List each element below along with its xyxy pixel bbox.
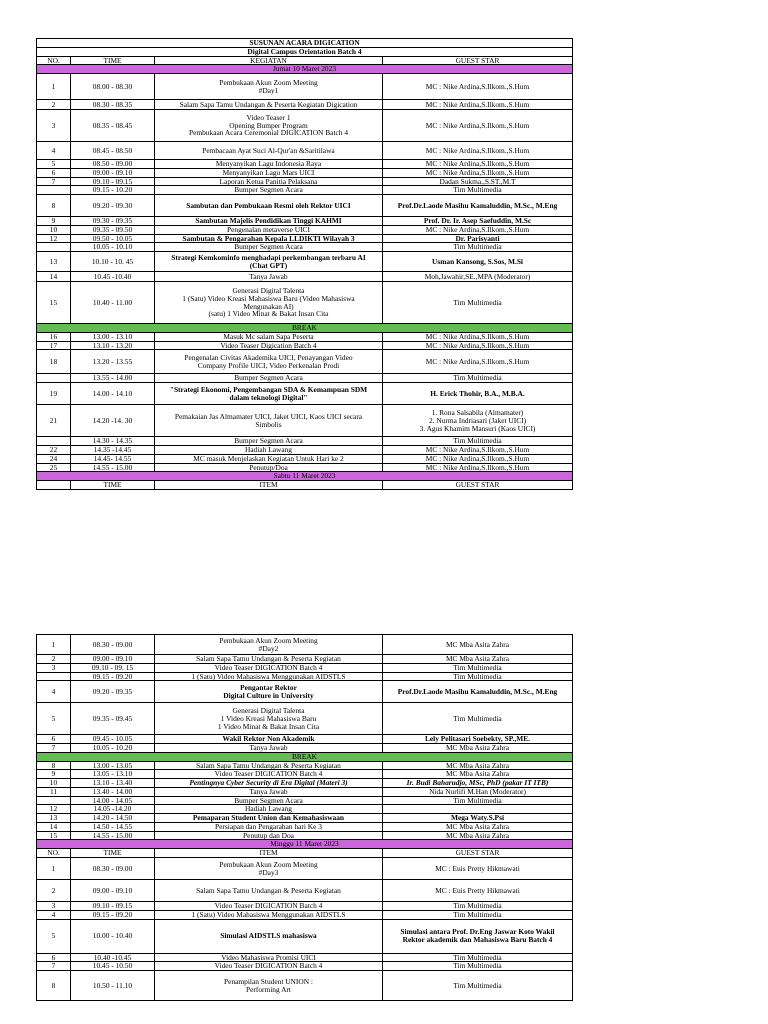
row-guest: MC : Nike Ardina,S.Ilkom.,S.Hum <box>383 168 573 177</box>
row-activity: Sambutan dan Pembukaan Resmi oleh Rektor UICI <box>155 195 383 217</box>
row-guest: Lely Pelitasari Soebekty, SP.,ME. <box>383 735 573 744</box>
schedule-row <box>37 405 573 437</box>
row-guest: Tim Multimedia <box>383 374 573 383</box>
row-activity: Generasi Digital Talenta 1 Video Kreasi Mahasiswa Baru 1 Video Minat & Bakat Insan Cita <box>155 703 383 735</box>
row-activity: Bumper Segmen Acara <box>155 186 383 195</box>
row-activity: Bumper Segmen Acara <box>155 796 383 805</box>
row-number <box>37 672 71 681</box>
row-guest: MC : Nike Ardina,S.Ilkom.,S.Hum <box>383 446 573 455</box>
row-activity: Sambutan Majelis Pendidikan Tinggi KAHMI <box>155 217 383 226</box>
row-activity: Bumper Segmen Acara <box>155 243 383 252</box>
row-time: 09.00 - 09.10 <box>71 880 155 902</box>
schedule-row <box>37 858 573 880</box>
row-number: 17 <box>37 341 71 350</box>
row-guest: MC : Nike Ardina,S.Ilkom.,S.Hum <box>383 142 573 160</box>
row-guest: MC : Nike Ardina,S.Ilkom.,S.Hum <box>383 100 573 110</box>
row-time: 14.30 - 14.35 <box>71 437 155 446</box>
schedule-row <box>37 655 573 664</box>
row-number: 7 <box>37 962 71 971</box>
row-activity: Pengenalan Civitas Akademika UICI, Penayangan Video Company Profile UICI, Video Perkenalan Prodi <box>155 350 383 374</box>
row-number: 6 <box>37 735 71 744</box>
row-number: 3 <box>37 902 71 911</box>
row-time: 13.55 - 14.00 <box>71 374 155 383</box>
row-guest: Usman Kansong, S.Sos, M.Si <box>383 252 573 272</box>
row-number: 5 <box>37 160 71 169</box>
row-time: 09.35 - 09.50 <box>71 225 155 234</box>
row-time: 08.30 - 09.00 <box>71 635 155 655</box>
schedule-row <box>37 160 573 169</box>
schedule-row <box>37 234 573 243</box>
row-number: 22 <box>37 446 71 455</box>
row-activity: Tanya Jawab <box>155 272 383 282</box>
row-number: 2 <box>37 880 71 902</box>
row-number: 21 <box>37 405 71 437</box>
row-time: 09.15 - 09.20 <box>71 672 155 681</box>
break-row <box>37 324 573 333</box>
row-guest: Prof.Dr.Laode Masihu Kamaluddin, M.Sc., M.Eng <box>383 681 573 703</box>
break-label: BREAK <box>37 752 573 761</box>
day-row-day1 <box>37 65 573 74</box>
row-time: 09.15 - 10.20 <box>71 186 155 195</box>
row-activity: Video Mahasiswa Promisi UICI <box>155 953 383 962</box>
row-time: 10.00 - 10.40 <box>71 919 155 953</box>
row-number: 14 <box>37 272 71 282</box>
row-number: 1 <box>37 635 71 655</box>
row-number <box>37 796 71 805</box>
row-guest <box>383 805 573 814</box>
row-guest: MC Mba Asita Zahra <box>383 831 573 840</box>
row-number: 5 <box>37 703 71 735</box>
schedule-row <box>37 910 573 919</box>
row-time: 09.50 - 10.05 <box>71 234 155 243</box>
schedule-row <box>37 110 573 142</box>
row-time: 08.30 - 08.35 <box>71 100 155 110</box>
day-label: Minggu 11 Maret 2023 <box>37 840 573 849</box>
row-guest: MC Mba Asita Zahra <box>383 822 573 831</box>
row-guest: MC Mba Asita Zahra <box>383 655 573 664</box>
row-time: 08.50 - 09.00 <box>71 160 155 169</box>
schedule-row <box>37 831 573 840</box>
row-time: 13.05 - 13.10 <box>71 770 155 779</box>
row-number: 10 <box>37 225 71 234</box>
schedule-row <box>37 663 573 672</box>
schedule-row <box>37 374 573 383</box>
row-guest: Tim Multimedia <box>383 672 573 681</box>
row-time: 10.45 -10.40 <box>71 272 155 282</box>
day-row-day2 <box>37 472 573 481</box>
header-row-day2 <box>37 481 573 490</box>
schedule-row <box>37 446 573 455</box>
row-time: 09.30 - 09.35 <box>71 217 155 226</box>
row-activity: MC masuk Menjelaskan Kegiatan Untuk Hari ke 2 <box>155 454 383 463</box>
row-number: 16 <box>37 332 71 341</box>
row-guest: Tim Multimedia <box>383 902 573 911</box>
row-activity: Video Teaser Digication Batch 4 <box>155 341 383 350</box>
row-activity: Pembukaan Akun Zoom Meeting #Day1 <box>155 74 383 100</box>
row-activity: Video Teaser 1 Opening Bumper Program Pembukaan Acara Ceremonial DIGICATION Batch 4 <box>155 110 383 142</box>
row-time: 10.05 - 10.10 <box>71 243 155 252</box>
day-label: Sabtu 11 Maret 2023 <box>37 472 573 481</box>
schedule-row <box>37 744 573 753</box>
row-guest: Tim Multimedia <box>383 953 573 962</box>
row-activity: Video Teaser DIGICATION Batch 4 <box>155 770 383 779</box>
row-activity: Generasi Digital Talenta 1 (Satu) Video Kreasi Mahasiswa Baru (Video Mahasiswa Mengunakan AI) (satu) 1 Video Minat & Bakat Insan Cita <box>155 282 383 324</box>
schedule-row <box>37 282 573 324</box>
row-time: 09.20 - 09.35 <box>71 681 155 703</box>
header-no: NO. <box>37 56 71 65</box>
row-number: 8 <box>37 761 71 770</box>
row-guest: MC : Nike Ardina,S.Ilkom.,S.Hum <box>383 332 573 341</box>
schedule-row <box>37 186 573 195</box>
schedule-row <box>37 761 573 770</box>
row-number: 18 <box>37 350 71 374</box>
row-number: 8 <box>37 971 71 1001</box>
row-number: 5 <box>37 919 71 953</box>
row-number: 13 <box>37 814 71 823</box>
row-time: 08.00 - 08.30 <box>71 74 155 100</box>
schedule-row <box>37 779 573 788</box>
break-row <box>37 752 573 761</box>
schedule-table-day1 <box>36 38 573 490</box>
row-time: 14.55 - 15.00 <box>71 463 155 472</box>
row-guest: Simulasi antara Prof. Dr.Eng Jaswar Koto Wakil Rektor akademik dan Mahasiswa Baru Batch 4 <box>383 919 573 953</box>
row-number: 25 <box>37 463 71 472</box>
row-time: 09.00 - 09.10 <box>71 168 155 177</box>
schedule-row <box>37 463 573 472</box>
row-guest: Tim Multimedia <box>383 663 573 672</box>
row-number: 14 <box>37 822 71 831</box>
schedule-row <box>37 350 573 374</box>
row-guest: MC : Nike Ardina,S.Ilkom.,S.Hum <box>383 350 573 374</box>
row-activity: Pemaparan Student Union dan Kemahasiswaan <box>155 814 383 823</box>
row-time: 13.40 - 14.00 <box>71 787 155 796</box>
row-guest: MC : Nike Ardina,S.Ilkom.,S.Hum <box>383 341 573 350</box>
row-time: 10.45 - 10.50 <box>71 962 155 971</box>
header-time: TIME <box>71 56 155 65</box>
row-activity: Tanya Jawab <box>155 787 383 796</box>
header-row-day3 <box>37 849 573 858</box>
schedule-row <box>37 142 573 160</box>
schedule-table-day2-day3 <box>36 634 573 1001</box>
row-guest: Nida Nurlifi M.Han (Moderator) <box>383 787 573 796</box>
row-guest: Moh,Jawahir,SE.,MPA (Moderator) <box>383 272 573 282</box>
schedule-row <box>37 703 573 735</box>
row-guest: Tim Multimedia <box>383 282 573 324</box>
subtitle-row <box>37 47 573 56</box>
row-guest: Dadan Sukma.,S.ST.,M.T <box>383 177 573 186</box>
row-guest: Tim Multimedia <box>383 962 573 971</box>
row-time: 10.40 - 11.00 <box>71 282 155 324</box>
row-number: 10 <box>37 779 71 788</box>
schedule-row <box>37 177 573 186</box>
row-activity: Strategi Kemkominfo menghadapi perkembangan terbaru AI (Chat GPT) <box>155 252 383 272</box>
row-guest: Dr. Parisyanti <box>383 234 573 243</box>
row-guest: MC : Euis Pretty Hikmawati <box>383 858 573 880</box>
row-time: 10.05 - 10.20 <box>71 744 155 753</box>
row-number: 1 <box>37 74 71 100</box>
row-activity: Pembukaan Akun Zoom Meeting #Day2 <box>155 635 383 655</box>
row-activity: "Strategi Ekonomi, Pengembangan SDA & Kemampuan SDM dalam teknologi Digital" <box>155 383 383 405</box>
row-activity: Bumper Segmen Acara <box>155 437 383 446</box>
row-guest: Tim Multimedia <box>383 971 573 1001</box>
schedule-row <box>37 902 573 911</box>
schedule-row <box>37 971 573 1001</box>
row-time: 14.50 - 14.55 <box>71 822 155 831</box>
header-time: TIME <box>71 481 155 490</box>
row-number: 8 <box>37 195 71 217</box>
row-activity: Salam Sapa Tamu Undangan & Peserta Kegiatan <box>155 761 383 770</box>
row-number: 15 <box>37 831 71 840</box>
row-guest: MC : Nike Ardina,S.Ilkom.,S.Hum <box>383 463 573 472</box>
row-guest: MC : Nike Ardina,S.Ilkom.,S.Hum <box>383 160 573 169</box>
header-no: NO. <box>37 849 71 858</box>
row-activity: Video Teaser DIGICATION Batch 4 <box>155 902 383 911</box>
row-time: 10.50 - 11.10 <box>71 971 155 1001</box>
row-guest: Tim Multimedia <box>383 437 573 446</box>
row-activity: Menyanyikan Lagu Indonesia Raya <box>155 160 383 169</box>
row-number: 1 <box>37 858 71 880</box>
row-number: 2 <box>37 655 71 664</box>
row-number: 6 <box>37 168 71 177</box>
row-activity: Hadiah Lawang <box>155 446 383 455</box>
schedule-row <box>37 735 573 744</box>
row-time: 14.55 - 15.00 <box>71 831 155 840</box>
row-activity: Bumper Segmen Acara <box>155 374 383 383</box>
header-activity: KEGIATAN <box>155 56 383 65</box>
schedule-row <box>37 272 573 282</box>
row-number: 19 <box>37 383 71 405</box>
row-guest: H. Erick Thohir, B.A., M.B.A. <box>383 383 573 405</box>
row-number: 12 <box>37 805 71 814</box>
schedule-row <box>37 919 573 953</box>
row-activity: Masuk Mc salam Sapa Peserta <box>155 332 383 341</box>
row-time: 14.00 - 14.10 <box>71 383 155 405</box>
schedule-row <box>37 672 573 681</box>
schedule-row <box>37 962 573 971</box>
row-guest: 1. Rona Salsabila (Almamater) 2. Nurma Indriasari (Jaket UICI) 3. Agus Khamim Mansuri (Kaos UICI) <box>383 405 573 437</box>
row-activity: Penutup dan Doa <box>155 831 383 840</box>
schedule-row <box>37 635 573 655</box>
schedule-row <box>37 880 573 902</box>
row-activity: Salam Sapa Tamu Undangan & Peserta Kegiatan <box>155 655 383 664</box>
schedule-row <box>37 814 573 823</box>
row-number: 2 <box>37 100 71 110</box>
row-guest: Prof. Dr. Ir. Asep Saefuddin, M.Sc <box>383 217 573 226</box>
row-guest: MC : Nike Ardina,S.Ilkom.,S.Hum <box>383 454 573 463</box>
row-time: 13.10 - 13.20 <box>71 341 155 350</box>
row-guest: Tim Multimedia <box>383 910 573 919</box>
row-time: 08.35 - 08.45 <box>71 110 155 142</box>
row-number: 11 <box>37 787 71 796</box>
row-activity: Pengantar Rektor Digital Culture in University <box>155 681 383 703</box>
row-number: 12 <box>37 234 71 243</box>
header-guest: GUEST STAR <box>383 56 573 65</box>
row-time: 10.10 - 10. 45 <box>71 252 155 272</box>
row-activity: Pembukaan Akun Zoom Meeting #Day3 <box>155 858 383 880</box>
row-number: 9 <box>37 217 71 226</box>
schedule-row <box>37 243 573 252</box>
schedule-row <box>37 822 573 831</box>
schedule-row <box>37 168 573 177</box>
row-number: 6 <box>37 953 71 962</box>
row-guest: MC Mba Asita Zahra <box>383 761 573 770</box>
row-time: 09.35 - 09.45 <box>71 703 155 735</box>
header-row <box>37 56 573 65</box>
row-time: 14.45- 14.55 <box>71 454 155 463</box>
schedule-row <box>37 953 573 962</box>
row-guest: Prof.Dr.Laode Masihu Kamaluddin, M.Sc., M.Eng <box>383 195 573 217</box>
row-number: 4 <box>37 910 71 919</box>
row-activity: Video Teaser DIGICATION Batch 4 <box>155 962 383 971</box>
row-activity: Simulasi AIDSTLS mahasiswa <box>155 919 383 953</box>
header-time: TIME <box>71 849 155 858</box>
row-number: 3 <box>37 663 71 672</box>
schedule-row <box>37 437 573 446</box>
row-activity: Tanya Jawab <box>155 744 383 753</box>
schedule-row <box>37 217 573 226</box>
schedule-row <box>37 805 573 814</box>
row-guest: Tim Multimedia <box>383 796 573 805</box>
row-time: 13.10 - 13.40 <box>71 779 155 788</box>
row-time: 09.20 - 09.30 <box>71 195 155 217</box>
row-guest: Tim Multimedia <box>383 703 573 735</box>
row-activity: Penutup/Doa <box>155 463 383 472</box>
schedule-row <box>37 770 573 779</box>
schedule-row <box>37 796 573 805</box>
header-guest: GUEST STAR <box>383 481 573 490</box>
row-number: 3 <box>37 110 71 142</box>
break-label: BREAK <box>37 324 573 333</box>
row-time: 14.20 -14. 30 <box>71 405 155 437</box>
row-activity: Wakil Rektor Non Akademik <box>155 735 383 744</box>
row-time: 10.40 -10.45 <box>71 953 155 962</box>
row-guest: MC Mba Asita Zahra <box>383 744 573 753</box>
row-number: 15 <box>37 282 71 324</box>
day-label: Jumat 10 Maret 2023 <box>37 65 573 74</box>
header-no <box>37 481 71 490</box>
schedule-row <box>37 225 573 234</box>
document-title: SUSUNAN ACARA DIGICATION <box>37 39 573 48</box>
row-number: 7 <box>37 744 71 753</box>
row-number: 7 <box>37 177 71 186</box>
header-item: ITEM <box>155 481 383 490</box>
row-guest: MC : Nike Ardina,S.Ilkom.,S.Hum <box>383 110 573 142</box>
row-number: 4 <box>37 142 71 160</box>
schedule-row <box>37 195 573 217</box>
row-time: 09.00 - 09.10 <box>71 655 155 664</box>
day-row-day3 <box>37 840 573 849</box>
row-guest: MC Mba Asita Zahra <box>383 635 573 655</box>
row-number: 9 <box>37 770 71 779</box>
row-time: 08.45 - 08.50 <box>71 142 155 160</box>
schedule-row <box>37 332 573 341</box>
schedule-row <box>37 74 573 100</box>
row-guest: Tim Multimedia <box>383 243 573 252</box>
row-guest: Tim Multimedia <box>383 186 573 195</box>
row-number: 4 <box>37 681 71 703</box>
row-activity: Menyanyikan Lagu Mars UICI <box>155 168 383 177</box>
row-activity: Video Teaser DIGICATION Batch 4 <box>155 663 383 672</box>
row-activity: Salam Sapa Tamu Undangan & Peserta Kegiatan <box>155 880 383 902</box>
schedule-row <box>37 454 573 463</box>
row-activity: 1 (Satu) Video Mahasiswa Menggunakan AIDSTLS <box>155 910 383 919</box>
row-number: 13 <box>37 252 71 272</box>
header-guest: GUEST STAR <box>383 849 573 858</box>
schedule-row <box>37 383 573 405</box>
row-time: 09.10 - 09. 15 <box>71 663 155 672</box>
row-number <box>37 243 71 252</box>
row-activity: Pengenalan metaverse UICI <box>155 225 383 234</box>
row-activity: Persiapan dan Pengarahan hari Ke 3 <box>155 822 383 831</box>
row-time: 14.35 -14.45 <box>71 446 155 455</box>
row-guest: MC Mba Asita Zahra <box>383 770 573 779</box>
row-guest: MC : Euis Pretty Hikmawati <box>383 880 573 902</box>
row-activity: 1 (Satu) Video Mahasiswa Menggunakan AIDSTLS <box>155 672 383 681</box>
row-activity: Penampilan Student UNION : Performing Art <box>155 971 383 1001</box>
title-row <box>37 39 573 48</box>
schedule-row <box>37 787 573 796</box>
schedule-row <box>37 681 573 703</box>
row-activity: Laporan Ketua Panitia Pelaksana <box>155 177 383 186</box>
row-time: 13.20 - 13.55 <box>71 350 155 374</box>
row-number <box>37 374 71 383</box>
row-number <box>37 186 71 195</box>
row-time: 14.05 -14.20 <box>71 805 155 814</box>
row-time: 09.10 - 09.15 <box>71 177 155 186</box>
row-number: 24 <box>37 454 71 463</box>
schedule-row <box>37 341 573 350</box>
row-time: 13.00 - 13.10 <box>71 332 155 341</box>
row-time: 13.00 - 13.05 <box>71 761 155 770</box>
row-time: 14.00 - 14.05 <box>71 796 155 805</box>
row-activity: Hadiah Lawang <box>155 805 383 814</box>
row-guest: MC : Nike Ardina,S.Ilkom.,S.Hum <box>383 225 573 234</box>
row-number <box>37 437 71 446</box>
schedule-row <box>37 100 573 110</box>
header-item: ITEM <box>155 849 383 858</box>
row-guest: MC : Nike Ardina,S.Ilkom.,S.Hum <box>383 74 573 100</box>
document-subtitle: Digital Campus Orientation Batch 4 <box>37 47 573 56</box>
row-activity: Sambutan & Pengarahan Kepala LLDIKTI Wilayah 3 <box>155 234 383 243</box>
row-time: 09.15 - 09.20 <box>71 910 155 919</box>
row-time: 08.30 - 09.00 <box>71 858 155 880</box>
row-time: 09.10 - 09.15 <box>71 902 155 911</box>
row-guest: Mega Waty.S.Psi <box>383 814 573 823</box>
row-guest: Ir. Budi Baharudjo, MSc, PhD (pakar IT ITB) <box>383 779 573 788</box>
schedule-row <box>37 252 573 272</box>
row-time: 14.20 - 14.50 <box>71 814 155 823</box>
row-time: 09.45 - 10.05 <box>71 735 155 744</box>
row-activity: Pentingnya Cyber Security di Era Digital (Materi 3) <box>155 779 383 788</box>
row-activity: Pembacaan Ayat Suci Al-Qur'an &Saritilawa <box>155 142 383 160</box>
row-activity: Salam Sapa Tamu Undangan & Peserta Kegiatan Digication <box>155 100 383 110</box>
row-activity: Pemakaian Jas Almamater UICI, Jaket UICI, Kaos UICI secara Simbolis <box>155 405 383 437</box>
